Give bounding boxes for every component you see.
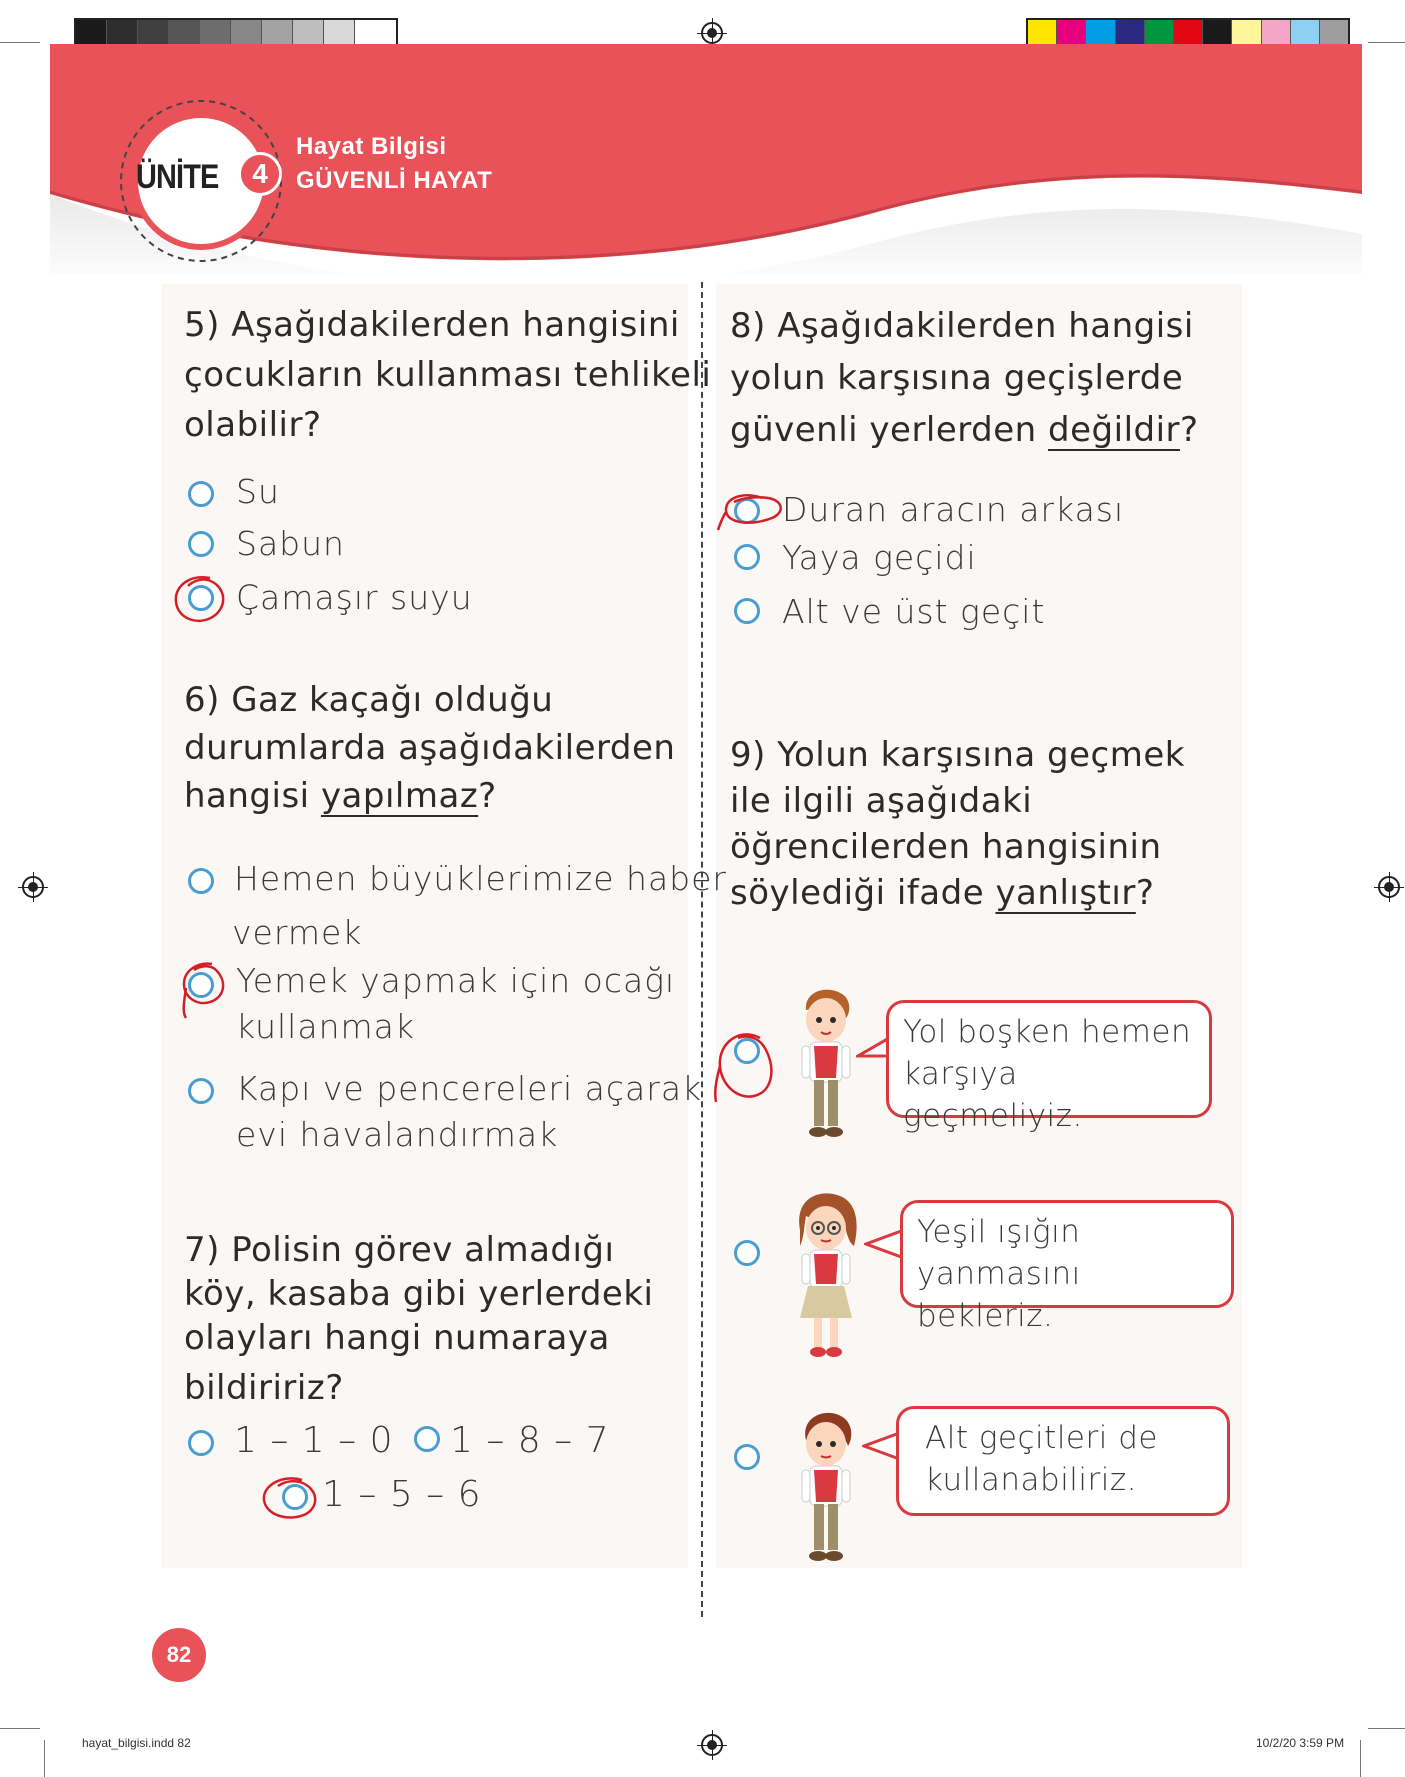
question-8-text: ? (1180, 410, 1199, 450)
question-7-line: olayları hangi numaraya (184, 1318, 610, 1358)
question-6 (184, 676, 675, 820)
q7-option-3-label: 1 – 5 – 6 (322, 1474, 482, 1515)
handwritten-circle-mark (712, 490, 788, 536)
question-6-emphasis: yapılmaz (320, 776, 479, 816)
question-7-line: bildiririz? (184, 1368, 344, 1408)
q9-option-2-radio[interactable] (734, 1240, 760, 1266)
q6-option-3-line: evi havalandırmak (236, 1115, 559, 1154)
handwritten-circle-mark (170, 572, 238, 628)
q6-option-2-line: Yemek yapmak için ocağı (236, 961, 676, 1000)
unit-word: ÜNİTE (136, 158, 219, 196)
question-7-line: köy, kasaba gibi yerlerdeki (184, 1274, 654, 1314)
topic-title: GÜVENLİ HAYAT (296, 167, 493, 194)
registration-mark-icon (701, 1734, 723, 1756)
page-number: 82 (166, 1642, 192, 1667)
footer-timestamp: 10/2/20 3:59 PM (1256, 1736, 1345, 1750)
q8-option-2-radio[interactable] (734, 544, 760, 570)
q6-option-2-label (236, 958, 675, 1050)
cmyk-color-bar (1026, 18, 1350, 46)
unit-number-badge (238, 152, 282, 196)
q7-option-1-radio[interactable] (188, 1430, 214, 1456)
crop-mark (0, 42, 40, 43)
q8-option-1-label: Duran aracın arkası (782, 490, 1125, 529)
crop-mark (44, 1740, 45, 1777)
crop-mark (1360, 1740, 1361, 1777)
speech-bubble-3 (896, 1406, 1230, 1516)
question-8 (730, 300, 1199, 456)
question-5-line: 5) Aşağıdakilerden hangisini (184, 305, 680, 345)
question-8-line (730, 404, 1199, 456)
question-9-line: ile ilgili aşağıdaki (730, 781, 1033, 821)
q8-option-2-label: Yaya geçidi (782, 538, 977, 577)
question-5-line: olabilir? (184, 405, 322, 445)
question-9-emphasis: yanlıştır (995, 873, 1136, 913)
q6-option-1-label (234, 852, 727, 960)
boy-student-illustration (786, 986, 866, 1142)
q6-option-1-line: vermek (232, 913, 363, 952)
girl-student-illustration (784, 1190, 868, 1362)
unit-number: 4 (252, 158, 268, 189)
question-9-text: ? (1135, 873, 1155, 913)
question-8-emphasis: değildir (1048, 410, 1181, 450)
q9-option-3-radio[interactable] (734, 1444, 760, 1470)
crop-mark (1368, 1728, 1405, 1729)
boy-student-2-illustration (786, 1410, 866, 1566)
question-8-line: yolun karşısına geçişlerde (730, 358, 1184, 398)
question-6-text: ? (478, 776, 497, 816)
subject-title: Hayat Bilgisi (296, 133, 447, 160)
question-6-line (184, 772, 675, 820)
question-9-line (730, 870, 1185, 916)
registration-mark-icon (701, 22, 723, 44)
question-9-text: söylediği ifade (730, 873, 996, 913)
unit-title (296, 130, 492, 198)
q5-option-3-label: Çamaşır suyu (236, 578, 473, 617)
question-8-text: güvenli yerlerden (730, 410, 1049, 450)
q5-option-1-label: Su (236, 472, 280, 511)
question-7 (184, 1228, 653, 1410)
speech-bubble-text: bekleriz. (917, 1298, 1054, 1334)
speech-bubble-text: kullanabiliriz. (925, 1462, 1138, 1498)
question-5 (184, 300, 711, 450)
registration-mark-icon (1378, 876, 1400, 898)
speech-bubble-text: Yol boşken hemen (903, 1014, 1192, 1050)
page-number-badge (152, 1628, 206, 1682)
question-9-line: öğrencilerden hangisinin (730, 827, 1162, 867)
right-column-panel (716, 284, 1242, 1568)
q6-option-3-label (236, 1066, 702, 1158)
q7-option-2-label: 1 – 8 – 7 (450, 1420, 610, 1461)
question-6-line: durumlarda aşağıdakilerden (184, 728, 676, 768)
question-5-line: çocukların kullanması tehlikeli (184, 355, 712, 395)
question-7-line: 7) Polisin görev almadığı (184, 1230, 615, 1270)
q6-option-3-radio[interactable] (188, 1078, 214, 1104)
question-8-line: 8) Aşağıdakilerden hangisi (730, 306, 1194, 346)
speech-bubble-text: Alt geçitleri de (925, 1420, 1158, 1456)
crop-mark (0, 1728, 40, 1729)
q6-option-1-radio[interactable] (188, 868, 214, 894)
registration-mark-icon (22, 876, 44, 898)
handwritten-circle-mark (176, 958, 242, 1022)
speech-bubble-tail (864, 1226, 904, 1266)
q8-option-3-label: Alt ve üst geçit (782, 592, 1046, 631)
speech-bubble-text: Yeşil ışığın yanmasını (917, 1214, 1081, 1292)
q7-option-1-label: 1 – 1 – 0 (234, 1420, 394, 1461)
crop-mark (1368, 42, 1405, 43)
speech-bubble-2 (900, 1200, 1234, 1334)
q5-option-2-radio[interactable] (188, 531, 214, 557)
question-9-line: 9) Yolun karşısına geçmek (730, 735, 1185, 775)
handwritten-circle-mark (256, 1472, 326, 1528)
question-9 (730, 732, 1185, 916)
speech-bubble-text: karşıya geçmeliyiz. (903, 1056, 1083, 1134)
speech-bubble-1 (886, 1000, 1212, 1134)
question-6-text: hangisi (184, 776, 321, 816)
footer-filename: hayat_bilgisi.indd 82 (82, 1736, 191, 1750)
q5-option-2-label: Sabun (236, 524, 345, 563)
q6-option-1-line: Hemen büyüklerimize haber (234, 859, 727, 898)
q5-option-1-radio[interactable] (188, 481, 214, 507)
grayscale-color-bar (74, 18, 398, 46)
handwritten-circle-mark (708, 1026, 780, 1108)
q6-option-3-line: Kapı ve pencereleri açarak (236, 1069, 703, 1108)
q6-option-2-line: kullanmak (236, 1007, 415, 1046)
q7-option-2-radio[interactable] (414, 1426, 440, 1452)
question-6-line: 6) Gaz kaçağı olduğu (184, 680, 554, 720)
unit-label (136, 158, 218, 197)
q8-option-3-radio[interactable] (734, 598, 760, 624)
